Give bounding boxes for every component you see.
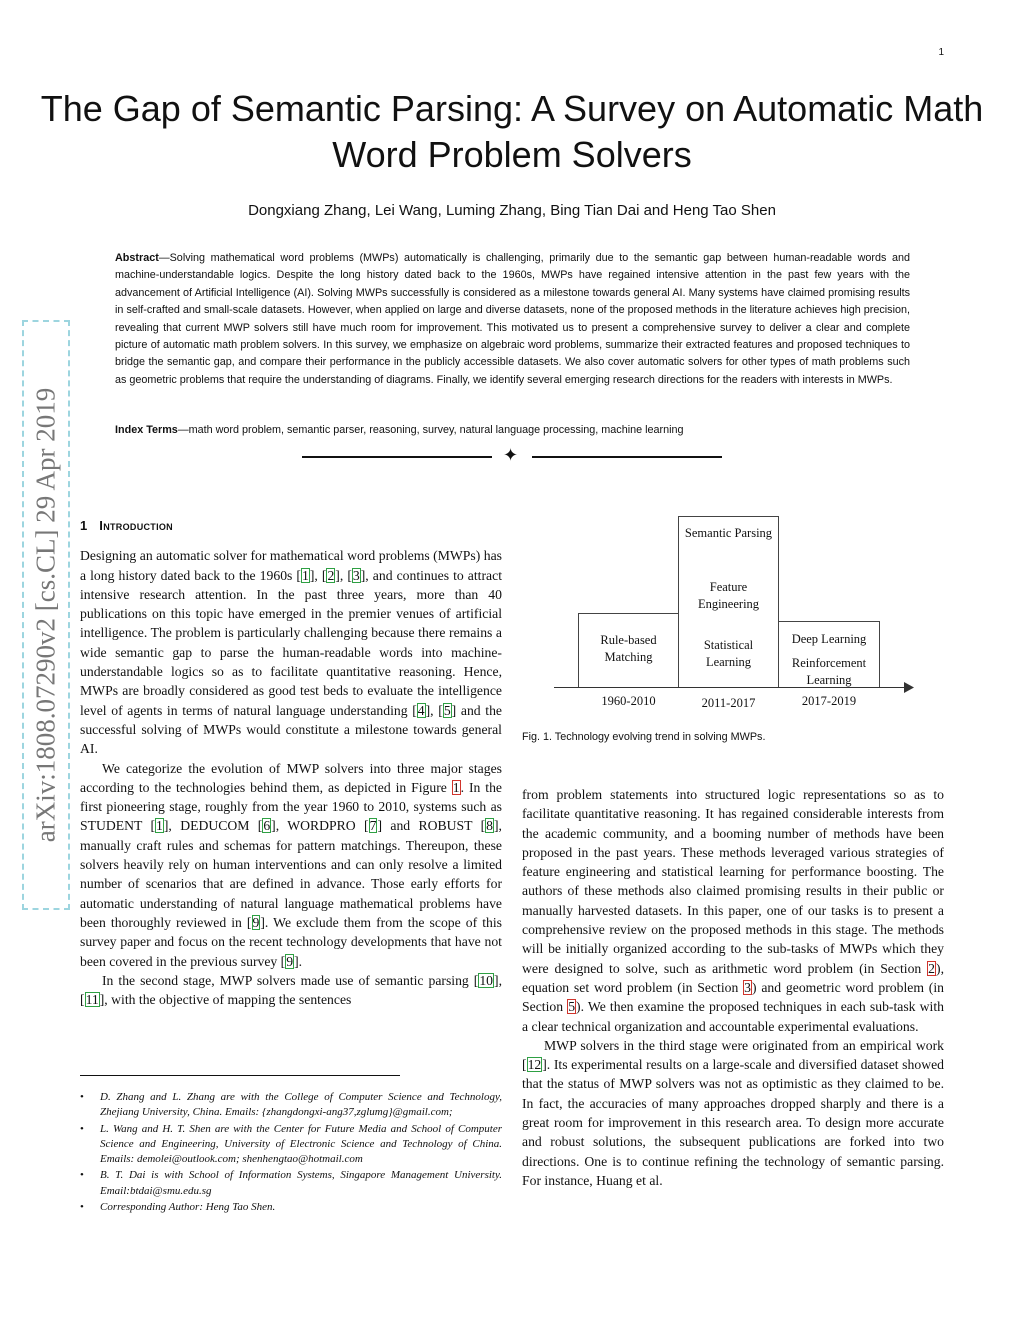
paragraph-5: MWP solvers in the third stage were originated from an empirical work [12]. Its experimental results on a large-scale and diversified dataset showed that the status of MWP solvers was not as optimistic as they claimed to be. In fact, the accuracies of many approaches dropped sharply and there is a great room for improvement in this research area. To design more accurate and robust solutions, the subsequent publications are forked into two directions. One is to continue refining the technology of semantic parsing. For instance, Huang et al. xyxy=(522,1037,944,1188)
citation-link[interactable]: 11 xyxy=(85,992,99,1008)
section-link[interactable]: 5 xyxy=(568,999,576,1015)
section-heading xyxy=(80,516,502,535)
section-title: Introduction xyxy=(99,518,173,533)
section-number: 1 xyxy=(80,518,88,533)
label-statistical-learning: Statistical Learning xyxy=(703,638,754,669)
label-rule-based-matching: Rule-based Matching xyxy=(600,633,657,664)
footnote-rule xyxy=(80,1075,400,1076)
right-column xyxy=(522,785,944,1190)
citation-link[interactable]: 2 xyxy=(327,567,335,583)
citation-link[interactable]: 9 xyxy=(286,953,294,969)
paragraph-1: Designing an automatic solver for mathematical word problems (MWPs) has a long history dated back to the 1960s [1], [2], [3], and continues to attract intensive research attention. In the past three years, more than 40 publications on this topic have emerged in the premier venues of artificial intelligence. The problem is particularly challenging because there remains a wide semantic gap to parse the human-readable words into machine-understandable logics so as to facilitate quantitative reasoning. Hence, MWPs are broadly considered as good test beds to evaluate the intelligence level of agents in terms of natural language understanding [4], [5] and the successful solving of MWPs would constitute a milestone towards general AI. xyxy=(80,548,502,757)
label-deep-learning: Deep Learning xyxy=(791,632,867,646)
section-divider xyxy=(302,445,722,465)
figure-1 xyxy=(522,512,942,732)
index-terms-text: —math word problem, semantic parser, reasoning, survey, natural language processing, machine learning xyxy=(177,424,684,436)
footnote-item: • L. Wang and H. T. Shen are with the Center for Future Media and School of Computer Science and Engineering, University of Electronic Science and Technology of China. Emails: demolei@outlook.com; shenhengtao@hotmail.com xyxy=(80,1122,502,1168)
citation-link[interactable]: 9 xyxy=(252,914,260,930)
footnotes xyxy=(80,1090,502,1216)
footnote-item: • B. T. Dai is with School of Information Systems, Singapore Management University. Email:btdai@smu.edu.sg xyxy=(80,1168,502,1199)
citation-link[interactable]: 10 xyxy=(479,972,494,988)
citation-link[interactable]: 5 xyxy=(443,702,451,718)
period-label: 1960-2010 xyxy=(601,694,656,708)
left-column xyxy=(80,516,502,1009)
figure-caption: Fig. 1. Technology evolving trend in solving MWPs. xyxy=(522,731,766,743)
index-terms xyxy=(115,424,910,436)
section-link[interactable]: 2 xyxy=(928,960,936,976)
footnote-item: • Corresponding Author: Heng Tao Shen. xyxy=(80,1200,502,1215)
paragraph-4: from problem statements into structured logic representations so as to facilitate quantitative reasoning. It has regained considerable interests from the academic community, and a booming number of methods have been proposed in the past years. These methods leveraged various strategies of feature engineering and statistical learning for performance boosting. The authors of these methods also claimed promising results in their public or manually harvested datasets. In this paper, one of our tasks is to present a comprehensive review on the proposed methods in this stage. The methods will be initially organized according to the sub-tasks of MWPs which they were designed to solve, such as arithmetic word problem (in Section 2), equation set word problem (in Section 3) and geometric word problem (in Section 5). We then examine the proposed techniques in each sub-task with a clear technical organization and accountable experimental evaluations. xyxy=(522,787,944,1034)
paragraph-3: In the second stage, MWP solvers made use of semantic parsing [10], [11], with the objective of mapping the sentences xyxy=(80,972,502,1008)
period-label: 2017-2019 xyxy=(801,694,857,708)
citation-link[interactable]: 1 xyxy=(301,567,309,583)
paper-title: The Gap of Semantic Parsing: A Survey on Automatic Math Word Problem Solvers xyxy=(40,88,984,175)
abstract-label: Abstract xyxy=(115,252,159,264)
timeline-arrow-icon xyxy=(904,682,914,693)
period-label: 2011-2017 xyxy=(701,696,756,710)
label-feature-engineering: Feature Engineering xyxy=(697,580,760,611)
citation-link[interactable]: 6 xyxy=(263,818,271,834)
page-number: 1 xyxy=(938,47,944,58)
citation-link[interactable]: 12 xyxy=(527,1057,542,1073)
abstract xyxy=(115,250,910,389)
section-link[interactable]: 3 xyxy=(744,979,751,995)
figure-link[interactable]: 1 xyxy=(452,779,460,795)
index-terms-label: Index Terms xyxy=(115,424,178,436)
diamond-ornament-icon: ✦ xyxy=(503,445,519,465)
abstract-text: —Solving mathematical word problems (MWPs) automatically is challenging, primarily due to the semantic gap between human-readable words and machine-understandable logics. Despite the long history dated back to the 1960s, MWPs have regained intensive attention in the past few years with the advancement of Artificial Intelligence (AI). Solving MWPs successfully is considered as a milestone towards general AI. Many systems have claimed promising results in self-crafted and small-scale datasets. However, when applied on large and diverse datasets, none of the proposed methods in the literature achieves high precision, revealing that current MWP solvers still have much room for improvement. This motivated us to present a comprehensive survey to deliver a clear and complete picture of automatic math problem solvers. In this survey, we emphasize on algebraic word problems, summarize their extracted features and proposed techniques to bridge the semantic gap, and compare their performance in the publicly accessible datasets. We also cover automatic solvers for other types of math problems such as geometric problems that require the understanding of diagrams. Finally, we identify several emerging research directions for the readers with interests in MWPs. xyxy=(115,252,910,386)
label-semantic-parsing: Semantic Parsing xyxy=(684,526,773,540)
citation-link[interactable]: 4 xyxy=(417,702,425,718)
footnote-item: • D. Zhang and L. Zhang are with the College of Computer Science and Technology, Zhejiang University, China. Emails: {zhangdongxi-ang37,zglumg}@gmail.com; xyxy=(80,1090,502,1121)
citation-link[interactable]: 1 xyxy=(156,818,163,834)
label-reinforcement-learning: Reinforcement Learning xyxy=(791,656,867,687)
citation-link[interactable]: 3 xyxy=(352,567,360,583)
arxiv-identifier: arXiv:1808.07290v2 [cs.CL] 29 Apr 2019 xyxy=(30,387,61,843)
author-list: Dongxiang Zhang, Lei Wang, Luming Zhang, Bing Tian Dai and Heng Tao Shen xyxy=(248,202,776,219)
divider-line-right xyxy=(532,456,722,458)
citation-link[interactable]: 7 xyxy=(369,818,377,834)
citation-link[interactable]: 8 xyxy=(486,818,493,834)
divider-line-left xyxy=(302,456,492,458)
paragraph-2: We categorize the evolution of MWP solvers into three major stages according to the technologies behind them, as depicted in Figure 1. In the first pioneering stage, roughly from the year 1960 to 2010, systems such as STUDENT [1], DEDUCOM [6], WORDPRO [7] and ROBUST [8], manually craft rules and schemas for pattern matchings. Thereupon, these solvers heavily rely on human interventions and can only resolve a limited number of scenarios that are defined in advance. Those early efforts for automatic understanding of natural language mathematical problems have been thoroughly reviewed in [9]. We exclude them from the scope of this survey paper and focus on the recent technology developments that have not been covered in the previous survey [9]. xyxy=(80,760,503,969)
arxiv-stamp[interactable] xyxy=(22,320,70,910)
